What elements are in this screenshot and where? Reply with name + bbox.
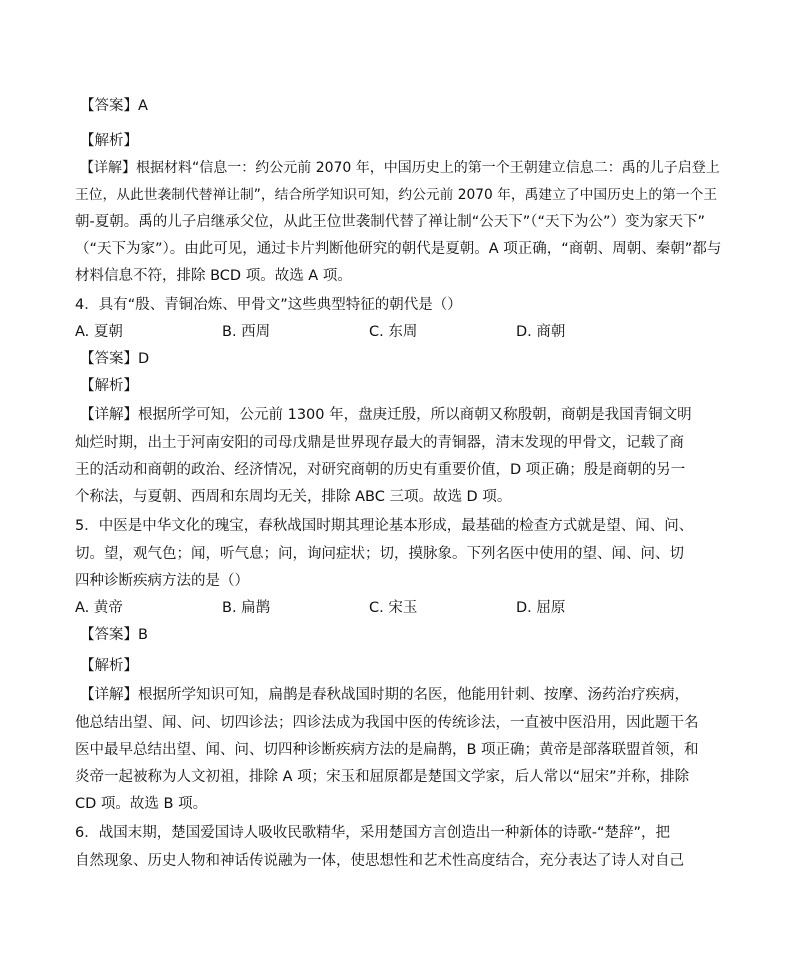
q4-detail-line-4: 个称法，与夏朝、西周和东周均无关，排除 ABC 三项。故选 D 项。 xyxy=(75,489,512,505)
q5-option-c: C. 宋玉 xyxy=(369,600,418,616)
q5-detail-line-4: 炎帝一起被称为人文初祖，排除 A 项；宋玉和屈原都是楚国文学家，后人常以“屈宋”并称，排除 xyxy=(75,769,690,785)
q3-detail-line-5: 材料信息不符，排除 BCD 项。故选 A 项。 xyxy=(75,268,352,284)
q5-detail-line-3: 医中最早总结出望、闻、问、切四种诊断疾病方法的是扁鹊，B 项正确；黄帝是部落联盟首领，和 xyxy=(75,742,699,758)
q4-question: 4．具有“殷、青铜冶炼、甲骨文”这些典型特征的朝代是（） xyxy=(75,297,462,313)
q5-option-d: D. 屈原 xyxy=(516,600,566,616)
q5-question-line-1: 5．中医是中华文化的瑰宝，春秋战国时期其理论基本形成，最基础的检查方式就是望、闻、问、 xyxy=(75,518,694,534)
q4-answer: 【答案】D xyxy=(80,351,150,367)
q3-analysis-heading: 【解析】 xyxy=(80,133,138,149)
q4-options xyxy=(75,322,725,342)
q5-analysis-heading: 【解析】 xyxy=(80,658,138,674)
q5-question-line-2: 切。望，观气色；闻，听气息；问，询问症状；切，摸脉象。下列名医中使用的望、闻、问、切 xyxy=(75,546,684,562)
q5-detail-line-1: 【详解】根据所学知识可知，扁鹊是春秋战国时期的名医，他能用针刺、按摩、汤药治疗疾病， xyxy=(80,687,689,703)
q4-option-c: C. 东周 xyxy=(369,324,418,340)
q5-options xyxy=(75,598,725,618)
q4-option-b: B. 西周 xyxy=(222,324,271,340)
q5-detail-line-2: 他总结出望、闻、问、切四诊法；四诊法成为我国中医的传统诊法，一直被中医沿用，因此题干名 xyxy=(75,715,699,731)
q4-detail-line-2: 灿烂时期，出土于河南安阳的司母戊鼎是世界现存最大的青铜器，清末发现的甲骨文，记载了商 xyxy=(75,435,684,451)
q4-option-a: A. 夏朝 xyxy=(75,324,123,340)
q4-analysis-heading: 【解析】 xyxy=(80,378,138,394)
q6-question-line-2: 自然现象、历史人物和神话传说融为一体，使思想性和艺术性高度结合，充分表达了诗人对自己 xyxy=(75,853,684,869)
q3-detail-line-4: （“天下为家”）。由此可见，通过卡片判断他研究的朝代是夏朝。A 项正确，“商朝、周朝、秦朝”都与 xyxy=(75,241,722,257)
q3-detail-line-2: 王位，从此世袭制代替禅让制”，结合所学知识可知，约公元前 2070 年，禹建立了中国历史上的第一个王 xyxy=(75,187,718,203)
q4-detail-line-3: 王的活动和商朝的政治、经济情况，对研究商朝的历史有重要价值，D 项正确；殷是商朝的另一 xyxy=(75,462,686,478)
q3-detail-line-3: 朝-夏朝。禹的儿子启继承父位，从此王位世袭制代替了禅让制“公天下”（“天下为公”）变为家天下” xyxy=(75,214,706,230)
q5-detail-line-5: CD 项。故选 B 项。 xyxy=(75,796,208,812)
q6-question-line-1: 6．战国末期，楚国爱国诗人吸收民歌精华，采用楚国方言创造出一种新体的诗歌-“楚辞”，把 xyxy=(75,825,670,841)
q5-option-b: B. 扁鹊 xyxy=(222,600,271,616)
q5-answer: 【答案】B xyxy=(80,627,148,643)
q3-answer: 【答案】A xyxy=(80,98,148,114)
q3-detail-line-1: 【详解】根据材料“信息一：约公元前 2070 年，中国历史上的第一个王朝建立信息二：禹的儿子启登上 xyxy=(80,160,720,176)
q5-question-line-3: 四种诊断疾病方法的是（） xyxy=(75,573,249,589)
q4-option-d: D. 商朝 xyxy=(516,324,566,340)
q5-option-a: A. 黄帝 xyxy=(75,600,123,616)
q4-detail-line-1: 【详解】根据所学可知，公元前 1300 年，盘庚迁殷，所以商朝又称殷朝，商朝是我国青铜文明 xyxy=(80,407,692,423)
